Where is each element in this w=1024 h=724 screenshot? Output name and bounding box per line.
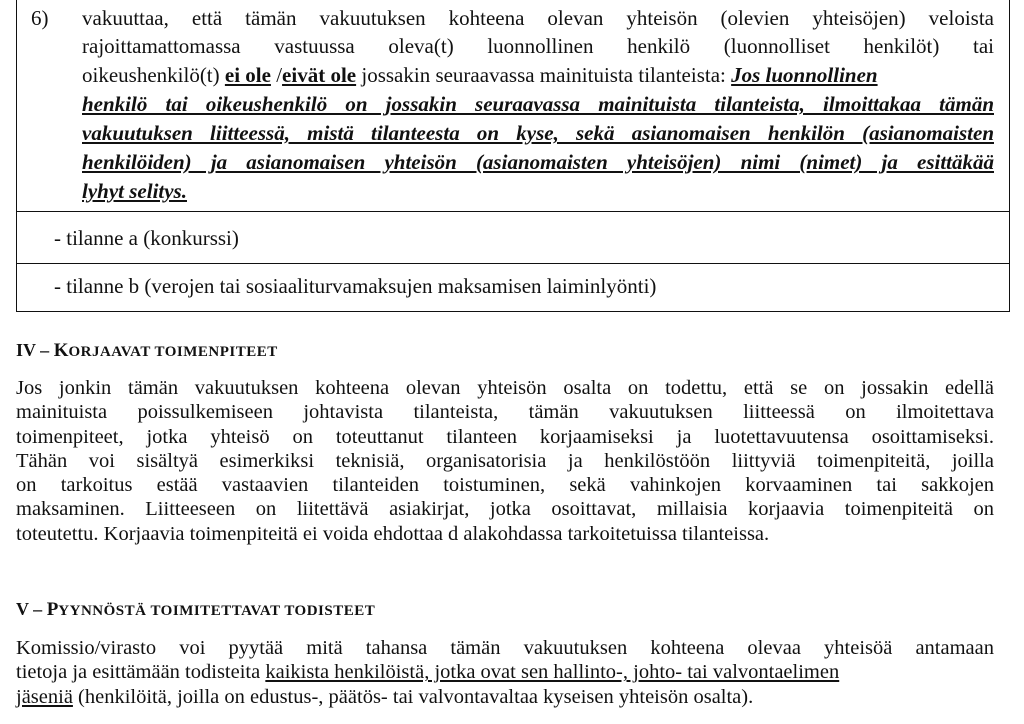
section-4-line: on tarkoitus estää vastaavien tilanteiden toistuminen, sekä vahinkojen korvaaminen tai sakkojen: [16, 474, 994, 497]
item-number: 6): [31, 6, 49, 30]
option-ei-ole: ei ole: [224, 63, 271, 87]
item-6-line-4: henkilö tai oikeushenkilö on jossakin seuraavassa mainituista tilanteista, ilmoittakaa tämän: [82, 92, 994, 116]
item-6-line-5: vakuutuksen liitteessä, mistä tilanteesta on kyse, sekä asianomaisen henkilön (asianomaisten: [82, 121, 994, 145]
situation-b-cell: [17, 264, 1009, 312]
section-5-heading: [16, 599, 375, 621]
section-4-line: mainituista poissulkemiseen johtavista tilanteista, tämän vakuutuksen liitteessä on ilmoitettava: [16, 401, 994, 424]
section-4-line: Tähän voi sisältyä esimerkiksi teknisiä, organisatorisia ja henkilöstöön liittyviä toimenpiteitä, joilla: [16, 449, 994, 472]
section-5-line-3-b: (henkilöitä, joilla on edustus-, päätös- tai valvontavaltaa kyseisen yhteisön osalta).: [72, 685, 754, 708]
section-4-roman: IV –: [16, 340, 54, 360]
line-3-part-f: Jos luonnollinen: [731, 63, 878, 87]
line-3-part-a: oikeushenkilö(t): [82, 63, 225, 87]
section-5-line-2: [16, 660, 994, 684]
declaration-table: [16, 0, 1010, 312]
section-5-line-2-a: tietoja ja esittämään todisteita: [16, 661, 266, 684]
option-eivat-ole: eivät ole: [282, 63, 357, 87]
situation-a-cell: [17, 212, 1009, 264]
section-4-paragraph: [16, 376, 994, 546]
item-6-line-6: henkilöiden) ja asianomaisen yhteisön (asianomaisten yhteisöjen) nimi (nimet) ja esittäkää: [82, 150, 994, 174]
section-4-heading: [16, 340, 278, 362]
section-4-line: toimenpiteet, jotka yhteisö on toteuttanut tilanteen korjaamiseksi ja luotettavuutensa osoittamiseksi.: [16, 425, 994, 448]
section-4-line: maksaminen. Liitteeseen on liitettävä asiakirjat, jotka osoittavat, millaisia korjaavia toimenpiteitä on: [16, 498, 994, 521]
item-6-line-2: rajoittamattomassa vastuussa oleva(t) luonnollinen henkilö (luonnolliset henkilöt) tai: [82, 34, 994, 58]
section-5-line-1: Komissio/virasto voi pyytää mitä tahansa tämän vakuutuksen kohteena olevaa yhteisöä antamaan: [16, 637, 994, 659]
section-5-paragraph: [16, 636, 994, 709]
section-5-roman: V –: [16, 599, 47, 619]
situation-a-label: - tilanne a (konkurssi): [54, 226, 239, 250]
section-4-initial: K: [53, 340, 69, 361]
situation-b-label: - tilanne b (verojen tai sosiaaliturvamaksujen maksamisen laiminlyönti): [54, 274, 657, 298]
section-5-line-3: [16, 685, 994, 709]
item-6-line-3: [82, 63, 878, 88]
item-6-cell: [17, 0, 1009, 212]
section-4-line: toteutettu. Korjaavia toimenpiteitä ei voida ehdottaa d alakohdassa tarkoitetuissa tilanteissa.: [16, 522, 770, 545]
section-5-line-2-b: kaikista henkilöistä, jotka ovat sen hallinto-, johto- tai valvontaelimen: [265, 661, 840, 684]
section-4-line: Jos jonkin tämän vakuutuksen kohteena olevan yhteisön osalta on todettu, että se on jossakin edellä: [16, 377, 994, 399]
section-5-line-3-a: jäseniä: [16, 685, 73, 708]
line-3-part-e: jossakin seuraavassa mainituista tilanteista:: [356, 63, 732, 87]
section-5-title: YYNNÖSTÄ TOIMITETTAVAT TODISTEET: [58, 603, 376, 619]
section-4-title: ORJAAVAT TOIMENPITEET: [68, 344, 278, 360]
section-5-initial: P: [46, 599, 59, 620]
item-6-line-1: vakuuttaa, että tämän vakuutuksen kohteena olevan yhteisön (olevien yhteisöjen) veloista: [82, 6, 994, 30]
line-3-part-c: /: [270, 63, 283, 87]
item-6-line-7: lyhyt selitys.: [82, 179, 187, 203]
